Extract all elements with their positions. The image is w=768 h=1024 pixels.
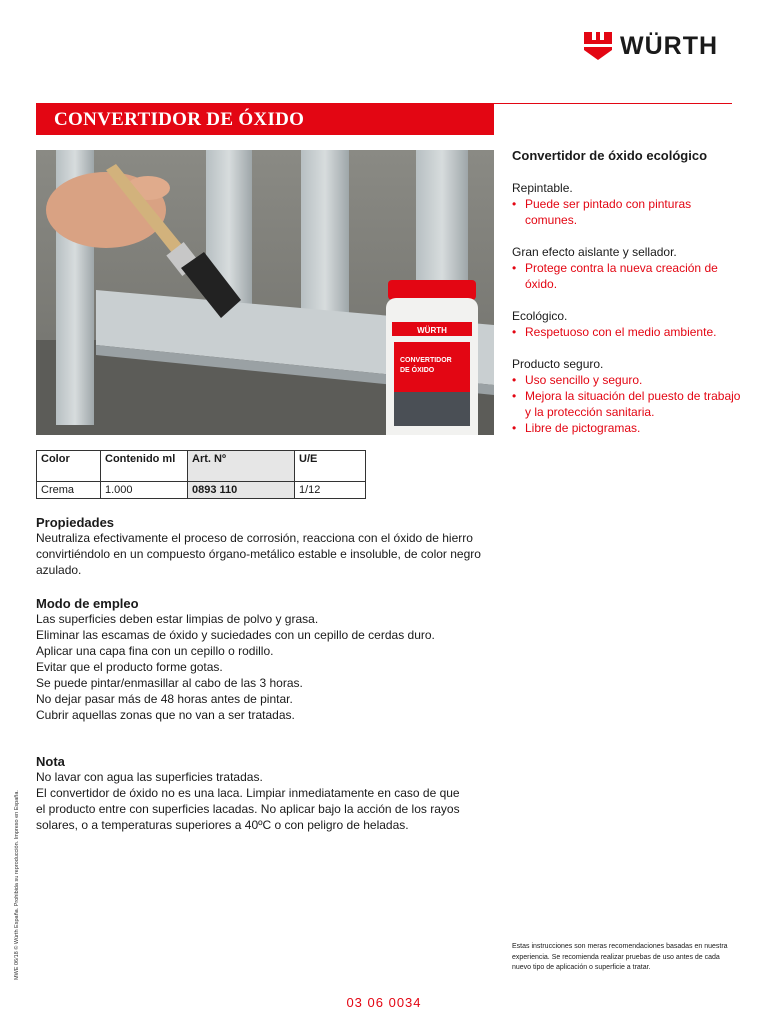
nota-line: El convertidor de óxido no es una laca. Limpiar inmediatamente en caso de que <box>36 786 460 800</box>
jar-label-line2: DE ÓXIDO <box>400 367 435 374</box>
col-art: Art. Nº <box>188 451 295 482</box>
propiedades-text: Neutraliza efectivamente el proceso de corrosión, reacciona con el óxido de hierro convirtiéndolo en un compuesto órgano-metálico estable e insoluble, de color negro azulado. <box>36 531 481 577</box>
wurth-logo-icon <box>582 30 614 62</box>
modo-line: Aplicar una capa fina con un cepillo o rodillo. <box>36 644 274 658</box>
nota-line: el producto entre con superficies lacadas. No aplicar bajo la acción de los rayos <box>36 802 460 816</box>
modo-line: Eliminar las escamas de óxido y suciedades con un cepillo de cerdas duro. <box>36 628 435 642</box>
modo-line: Se puede pintar/enmasillar al cabo de las 3 horas. <box>36 676 303 690</box>
disclaimer: Estas instrucciones son meras recomendaciones basadas en nuestra experiencia. Se recomienda realizar pruebas de uso antes de cada nuevo tipo de aplicación o superficie a tratar. <box>512 943 728 971</box>
modo-empleo-section <box>36 596 496 723</box>
feature-label: Producto seguro. <box>512 357 604 371</box>
title-banner <box>36 104 494 135</box>
feature-label: Repintable. <box>512 181 573 195</box>
col-color: Color <box>37 451 101 482</box>
features-column <box>512 148 742 452</box>
cell-contenido: 1.000 <box>101 482 188 499</box>
propiedades-section <box>36 515 496 578</box>
feature-item: • Respetuoso con el medio ambiente. <box>512 324 742 340</box>
modo-line: Evitar que el producto forme gotas. <box>36 660 223 674</box>
feature-item: • Mejora la situación del puesto de trabajo y la protección sanitaria. <box>512 388 742 420</box>
cell-color: Crema <box>37 482 101 499</box>
feature-list <box>512 372 742 436</box>
page-title: CONVERTIDOR DE ÓXIDO <box>54 109 305 130</box>
cell-ue: 1/12 <box>295 482 366 499</box>
feature-list <box>512 260 742 292</box>
modo-line: No dejar pasar más de 48 horas antes de pintar. <box>36 692 293 706</box>
wurth-logo <box>582 30 732 62</box>
jar-brand: WÜRTH <box>417 326 447 335</box>
product-photo <box>36 150 494 435</box>
modo-line: Las superficies deben estar limpias de polvo y grasa. <box>36 612 319 626</box>
feature-item: • Libre de pictogramas. <box>512 420 742 436</box>
side-note: MWE 06/18 © Würth España. Prohibida su reproducción. Impreso en España. <box>14 790 20 980</box>
col-ue: U/E <box>295 451 366 482</box>
nota-line: No lavar con agua las superficies tratadas. <box>36 770 263 784</box>
feature-item: • Protege contra la nueva creación de óxido. <box>512 260 742 292</box>
modo-line: Cubrir aquellas zonas que no van a ser tratadas. <box>36 708 295 722</box>
cell-art: 0893 110 <box>188 482 295 499</box>
feature-list <box>512 324 742 340</box>
feature-label: Gran efecto aislante y sellador. <box>512 245 677 259</box>
table-row <box>37 482 366 499</box>
feature-item: • Puede ser pintado con pinturas comunes. <box>512 196 742 228</box>
logo-wordmark: WÜRTH <box>620 32 719 60</box>
jar-label-line1: CONVERTIDOR <box>400 357 452 364</box>
feature-label: Ecológico. <box>512 309 568 323</box>
nota-line: solares, o a temperaturas superiores a 40ºC o con peligro de heladas. <box>36 818 409 832</box>
feature-list <box>512 196 742 228</box>
col-contenido: Contenido ml <box>101 451 188 482</box>
spec-table <box>36 450 366 499</box>
feature-item: • Uso sencillo y seguro. <box>512 372 742 388</box>
page-code: 03 06 0034 <box>346 995 422 1010</box>
nota-section <box>36 754 496 833</box>
features-title: Convertidor de óxido ecológico <box>512 148 708 163</box>
modo-empleo-heading: Modo de empleo <box>36 596 139 611</box>
propiedades-heading: Propiedades <box>36 515 115 530</box>
spec-table-header <box>37 451 366 482</box>
nota-heading: Nota <box>36 754 65 769</box>
